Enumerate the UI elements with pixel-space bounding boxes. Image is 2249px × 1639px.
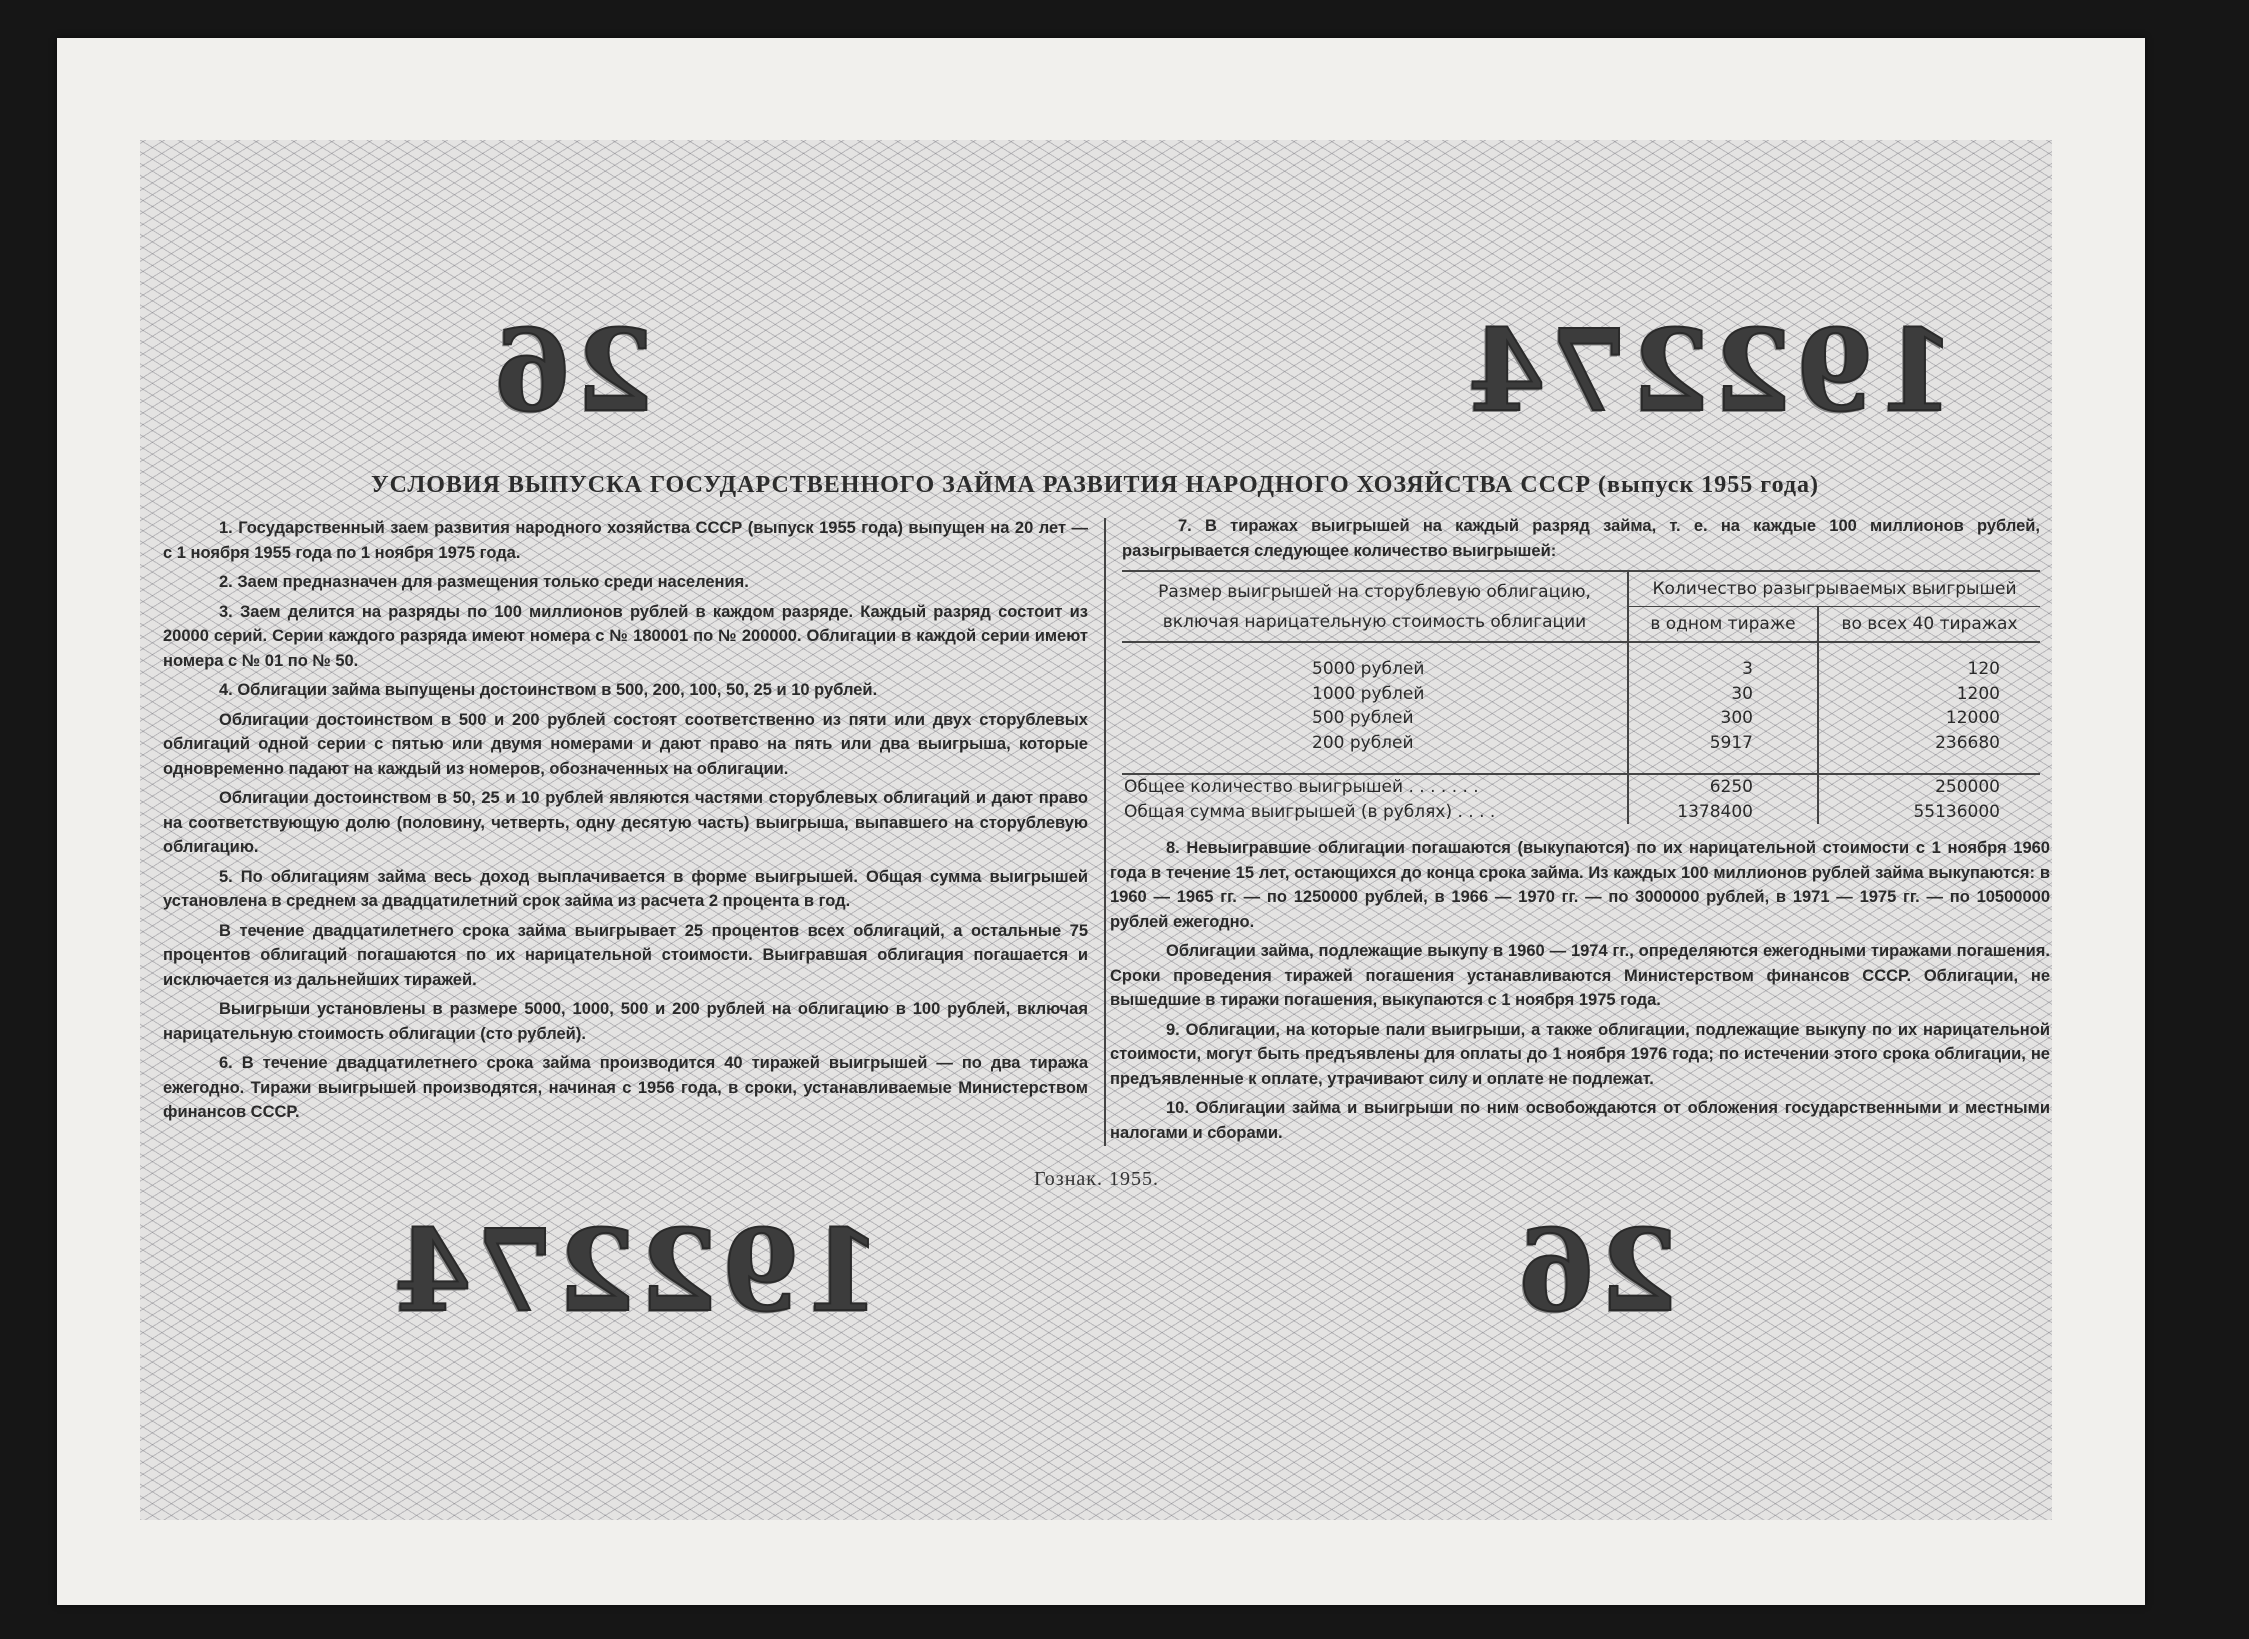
conditions-right-column xyxy=(1110,836,2050,1150)
conditions-title: УСЛОВИЯ ВЫПУСКА ГОСУДАРСТВЕННОГО ЗАЙМА РАЗВИТИЯ НАРОДНОГО ХОЗЯЙСТВА СССР (выпуск 1955 года) xyxy=(370,472,1820,498)
table-header-all-draws: во всех 40 тиражах xyxy=(1818,607,2040,643)
total-sum-all-draws: 55136000 xyxy=(1818,800,2040,825)
prize-all-draws: 12000 xyxy=(1818,706,2040,731)
series-number-top-left: 26 xyxy=(490,306,654,437)
clause-7: 7. В тиражах выигрышей на каждый разряд займа, т. е. на каждые 100 миллионов рублей, разыгрывается следующее количество выигрышей: xyxy=(1122,517,2040,560)
total-sum-one-draw: 1378400 xyxy=(1677,801,1753,822)
clause-9: 9. Облигации, на которые пали выигрыши, а также облигации, подлежащие выкупу по их нарицательной стоимости, могут быть предъявлены для оплаты до 1 ноября 1976 года; по истечении этого срока облигации, не предъявленные к оплате, утрачивают силу и оплате не подлежат. xyxy=(1110,1020,2050,1088)
table-header-size: Размер выигрышей на сторублевую облигацию, включая нарицательную стоимость облигации xyxy=(1122,571,1628,642)
clause-4-par-2: Облигации достоинством в 500 и 200 рублей состоят соответственно из пяти или двух сторублевых облигаций одной серии с пятью или двумя номерами и дают право на пять или два выигрыша, которые одновременно падают на каждый из номеров, обозначенных на облигации. xyxy=(163,710,1088,778)
table-total-count-row xyxy=(1122,774,2040,800)
total-count-all-draws: 250000 xyxy=(1818,774,2040,800)
column-divider xyxy=(1104,518,1106,1146)
bond-number-top-right: 192274 xyxy=(1464,306,1956,437)
table-row xyxy=(1122,682,2040,707)
table-header-count: Количество разыгрываемых выигрышей xyxy=(1628,571,2040,607)
clause-1: 1. Государственный заем развития народного хозяйства СССР (выпуск 1955 года) выпущен на 20 лет — с 1 ноября 1955 года по 1 ноября 1975 года. xyxy=(163,519,1088,562)
prize-size: 5000 рублей xyxy=(1122,657,1628,682)
clause-4: 4. Облигации займа выпущены достоинством в 500, 200, 100, 50, 25 и 10 рублей. xyxy=(219,681,878,699)
clause-6: 6. В течение двадцатилетнего срока займа производится 40 тиражей выигрышей — по два тиража ежегодно. Тиражи выигрышей производятся, начиная с 1956 года, в сроки, устанавливаемые Министерством финансов СССР. xyxy=(163,1054,1088,1121)
conditions-left-column xyxy=(163,516,1088,1130)
prize-one-draw: 300 xyxy=(1720,708,1753,728)
total-count-label: Общее количество выигрышей . . . . . . . xyxy=(1122,774,1628,800)
clause-10: 10. Облигации займа и выигрыши по ним освобождаются от обложения государственными и местными налогами и сборами. xyxy=(1110,1099,2050,1142)
prize-size: 1000 рублей xyxy=(1122,682,1628,707)
prize-one-draw: 5917 xyxy=(1709,732,1753,753)
table-total-sum-row xyxy=(1122,800,2040,825)
series-number-bottom-right: 26 xyxy=(1514,1206,1678,1337)
total-sum-label: Общая сумма выигрышей (в рублях) . . . . xyxy=(1122,800,1628,825)
clause-7-intro xyxy=(1122,514,2040,568)
clause-5-par-2: В течение двадцатилетнего срока займа выигрывает 25 процентов всех облигаций, а остальные 75 процентов облигаций погашаются по их нарицательной стоимости. Выигравшая облигация погашается и исключается из дальнейших тиражей. xyxy=(163,921,1088,989)
prize-size: 200 рублей xyxy=(1122,731,1628,756)
prize-size: 500 рублей xyxy=(1122,706,1628,731)
prize-all-draws: 120 xyxy=(1818,657,2040,682)
clause-8: 8. Невыигравшие облигации погашаются (выкупаются) по их нарицательной стоимости с 1 ноября 1960 года в течение 15 лет, остающихся до конца срока займа. Из каждых 100 миллионов рублей займа выкупаются: в 1960 — 1965 гг. — по 1250000 рублей, в 1966 — 1970 гг. — по 3000000 рублей, в 1971 — 1975 гг. — по 10500000 рублей ежегодно. xyxy=(1110,839,2050,931)
table-header-one-draw: в одном тираже xyxy=(1628,607,1818,643)
prize-all-draws: 236680 xyxy=(1818,731,2040,756)
clause-8-par-2: Облигации займа, подлежащие выкупу в 1960 — 1974 гг., определяются ежегодными тиражами погашения. Сроки проведения тиражей погашения устанавливаются Министерством финансов СССР. Облигации, не вышедшие в тиражи погашения, выкупаются с 1 ноября 1975 года. xyxy=(1110,942,2050,1009)
prize-table xyxy=(1122,570,2040,824)
table-row xyxy=(1122,657,2040,682)
prize-one-draw: 3 xyxy=(1742,659,1753,679)
clause-2: 2. Заем предназначен для размещения только среди населения. xyxy=(219,573,749,591)
table-row xyxy=(1122,706,2040,731)
clause-5: 5. По облигациям займа весь доход выплачивается в форме выигрышей. Общая сумма выигрышей установлена в среднем за двадцатилетний срок займа из расчета 2 процента в год. xyxy=(163,867,1088,910)
table-row xyxy=(1122,731,2040,756)
printer-imprint: Гознак. 1955. xyxy=(1034,1168,1160,1190)
clause-4-par-3: Облигации достоинством в 50, 25 и 10 рублей являются частями сторублевых облигаций и дают право на соответствующую долю (половину, четверть, одну десятую часть) выигрыша, выпавшего на сторублевую облигацию. xyxy=(163,789,1088,856)
bond-number-bottom-left: 192274 xyxy=(390,1206,882,1337)
prize-one-draw: 30 xyxy=(1731,683,1753,704)
clause-3: 3. Заем делится на разряды по 100 миллионов рублей в каждом разряде. Каждый разряд состоит из 20000 серий. Серии каждого разряда имеют номера с № 180001 по № 200000. Облигации в каждой серии имеют номера с № 01 по № 50. xyxy=(163,602,1088,670)
prize-all-draws: 1200 xyxy=(1818,682,2040,707)
clause-5-par-3: Выигрыши установлены в размере 5000, 1000, 500 и 200 рублей на облигацию в 100 рублей, включая нарицательную стоимость облигации (сто рублей). xyxy=(163,1000,1088,1043)
total-count-one-draw: 6250 xyxy=(1709,777,1753,797)
